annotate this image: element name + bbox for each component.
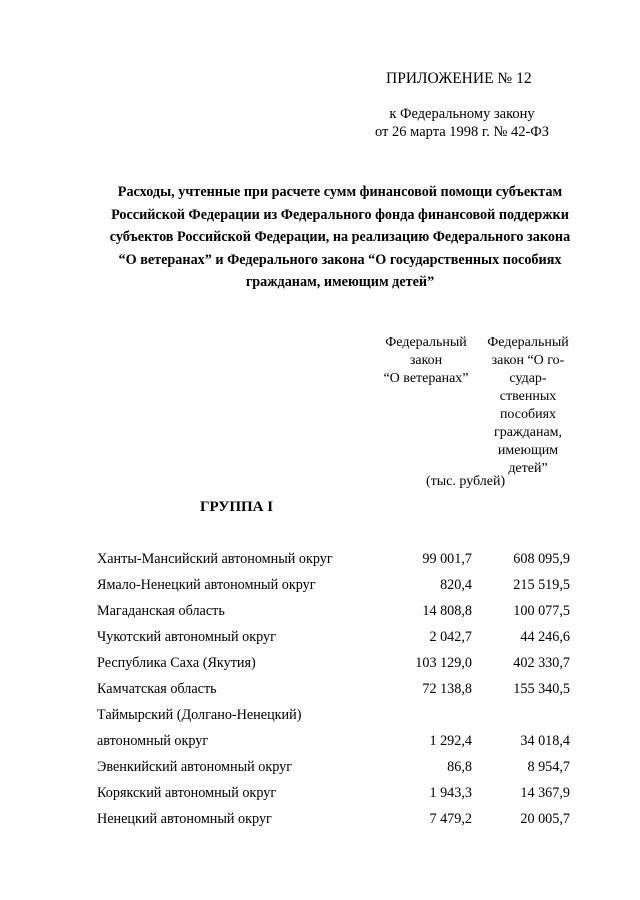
- col2-line: пособиях: [499, 407, 557, 422]
- table-row-value-child-benefits: 20 005,7: [520, 811, 570, 827]
- table-row-name: Таймырский (Долгано-Ненецкий): [97, 707, 302, 723]
- table-row-value-veterans: 99 001,7: [422, 551, 472, 567]
- col2-line: закон “О го-: [491, 353, 565, 368]
- table-row-value-child-benefits: 8 954,7: [527, 759, 570, 775]
- table-row-value-child-benefits: 100 077,5: [513, 603, 570, 619]
- appendix-title: ПРИЛОЖЕНИЕ № 12: [386, 70, 532, 87]
- table-row-value-child-benefits: 14 367,9: [520, 785, 570, 801]
- col2-line: судар-: [509, 371, 547, 386]
- table-row-value-child-benefits: 34 018,4: [520, 733, 570, 749]
- table-row-value-veterans: 103 129,0: [415, 655, 472, 671]
- table-row-value-child-benefits: 44 246,6: [520, 629, 570, 645]
- table-row-value-veterans: 86,8: [447, 759, 472, 775]
- col2-line: имеющим: [497, 443, 559, 458]
- heading-line-3: субъектов Российской Федерации, на реализацию Федерального закона: [109, 229, 571, 245]
- col1-line: закон: [409, 353, 443, 368]
- col2-line: детей”: [508, 461, 548, 476]
- table-row-name: Чукотский автономный округ: [97, 629, 276, 645]
- col2-line: Федеральный: [487, 335, 569, 350]
- table-row-value-veterans: 1 292,4: [429, 733, 472, 749]
- heading-line-2: Российской Федерации из Федерального фонда финансовой поддержки: [111, 206, 569, 223]
- col1-line: Федеральный: [385, 335, 467, 350]
- col1-line: “О ветеранах”: [383, 371, 469, 386]
- table-row-value-veterans: 72 138,8: [422, 681, 472, 697]
- table-row-name: автономный округ: [97, 733, 209, 749]
- table-row-name: Ханты-Мансийский автономный округ: [97, 551, 333, 567]
- col2-line: ственных: [499, 389, 557, 404]
- table-row-value-veterans: 820,4: [440, 577, 472, 593]
- table-row-value-veterans: 2 042,7: [429, 629, 472, 645]
- table-row-value-child-benefits: 155 340,5: [513, 681, 570, 697]
- appendix-ref-line-1: к Федеральному закону: [389, 106, 535, 122]
- units-label: (тыс. рублей): [426, 474, 506, 489]
- table-row-name: Республика Саха (Якутия): [97, 655, 256, 671]
- col2-line: гражданам,: [493, 425, 563, 440]
- table-row-value-child-benefits: 215 519,5: [513, 577, 570, 593]
- table-row-name: Камчатская область: [97, 681, 217, 697]
- table-row-value-child-benefits: 608 095,9: [513, 551, 570, 567]
- heading-line-4: “О ветеранах” и Федерального закона “О государственных пособиях: [118, 251, 562, 268]
- appendix-ref-line-2: от 26 марта 1998 г. № 42-ФЗ: [375, 124, 549, 140]
- group-title: ГРУППА I: [200, 499, 274, 515]
- table-row-name: Ямало-Ненецкий автономный округ: [97, 577, 316, 593]
- table-row-name: Корякский автономный округ: [97, 785, 277, 801]
- table-row-name: Эвенкийский автономный округ: [97, 759, 293, 775]
- table-row-name: Магаданская область: [97, 603, 225, 619]
- heading-line-5: гражданам, имеющим детей”: [245, 274, 435, 290]
- table-row-value-veterans: 14 808,8: [422, 603, 472, 619]
- table-row-value-veterans: 1 943,3: [429, 785, 472, 801]
- table-row-name: Ненецкий автономный округ: [97, 811, 272, 827]
- heading-line-1: Расходы, учтенные при расчете сумм финансовой помощи субъектам: [117, 184, 563, 200]
- table-row-value-veterans: 7 479,2: [429, 811, 472, 827]
- table-row-value-child-benefits: 402 330,7: [513, 655, 570, 671]
